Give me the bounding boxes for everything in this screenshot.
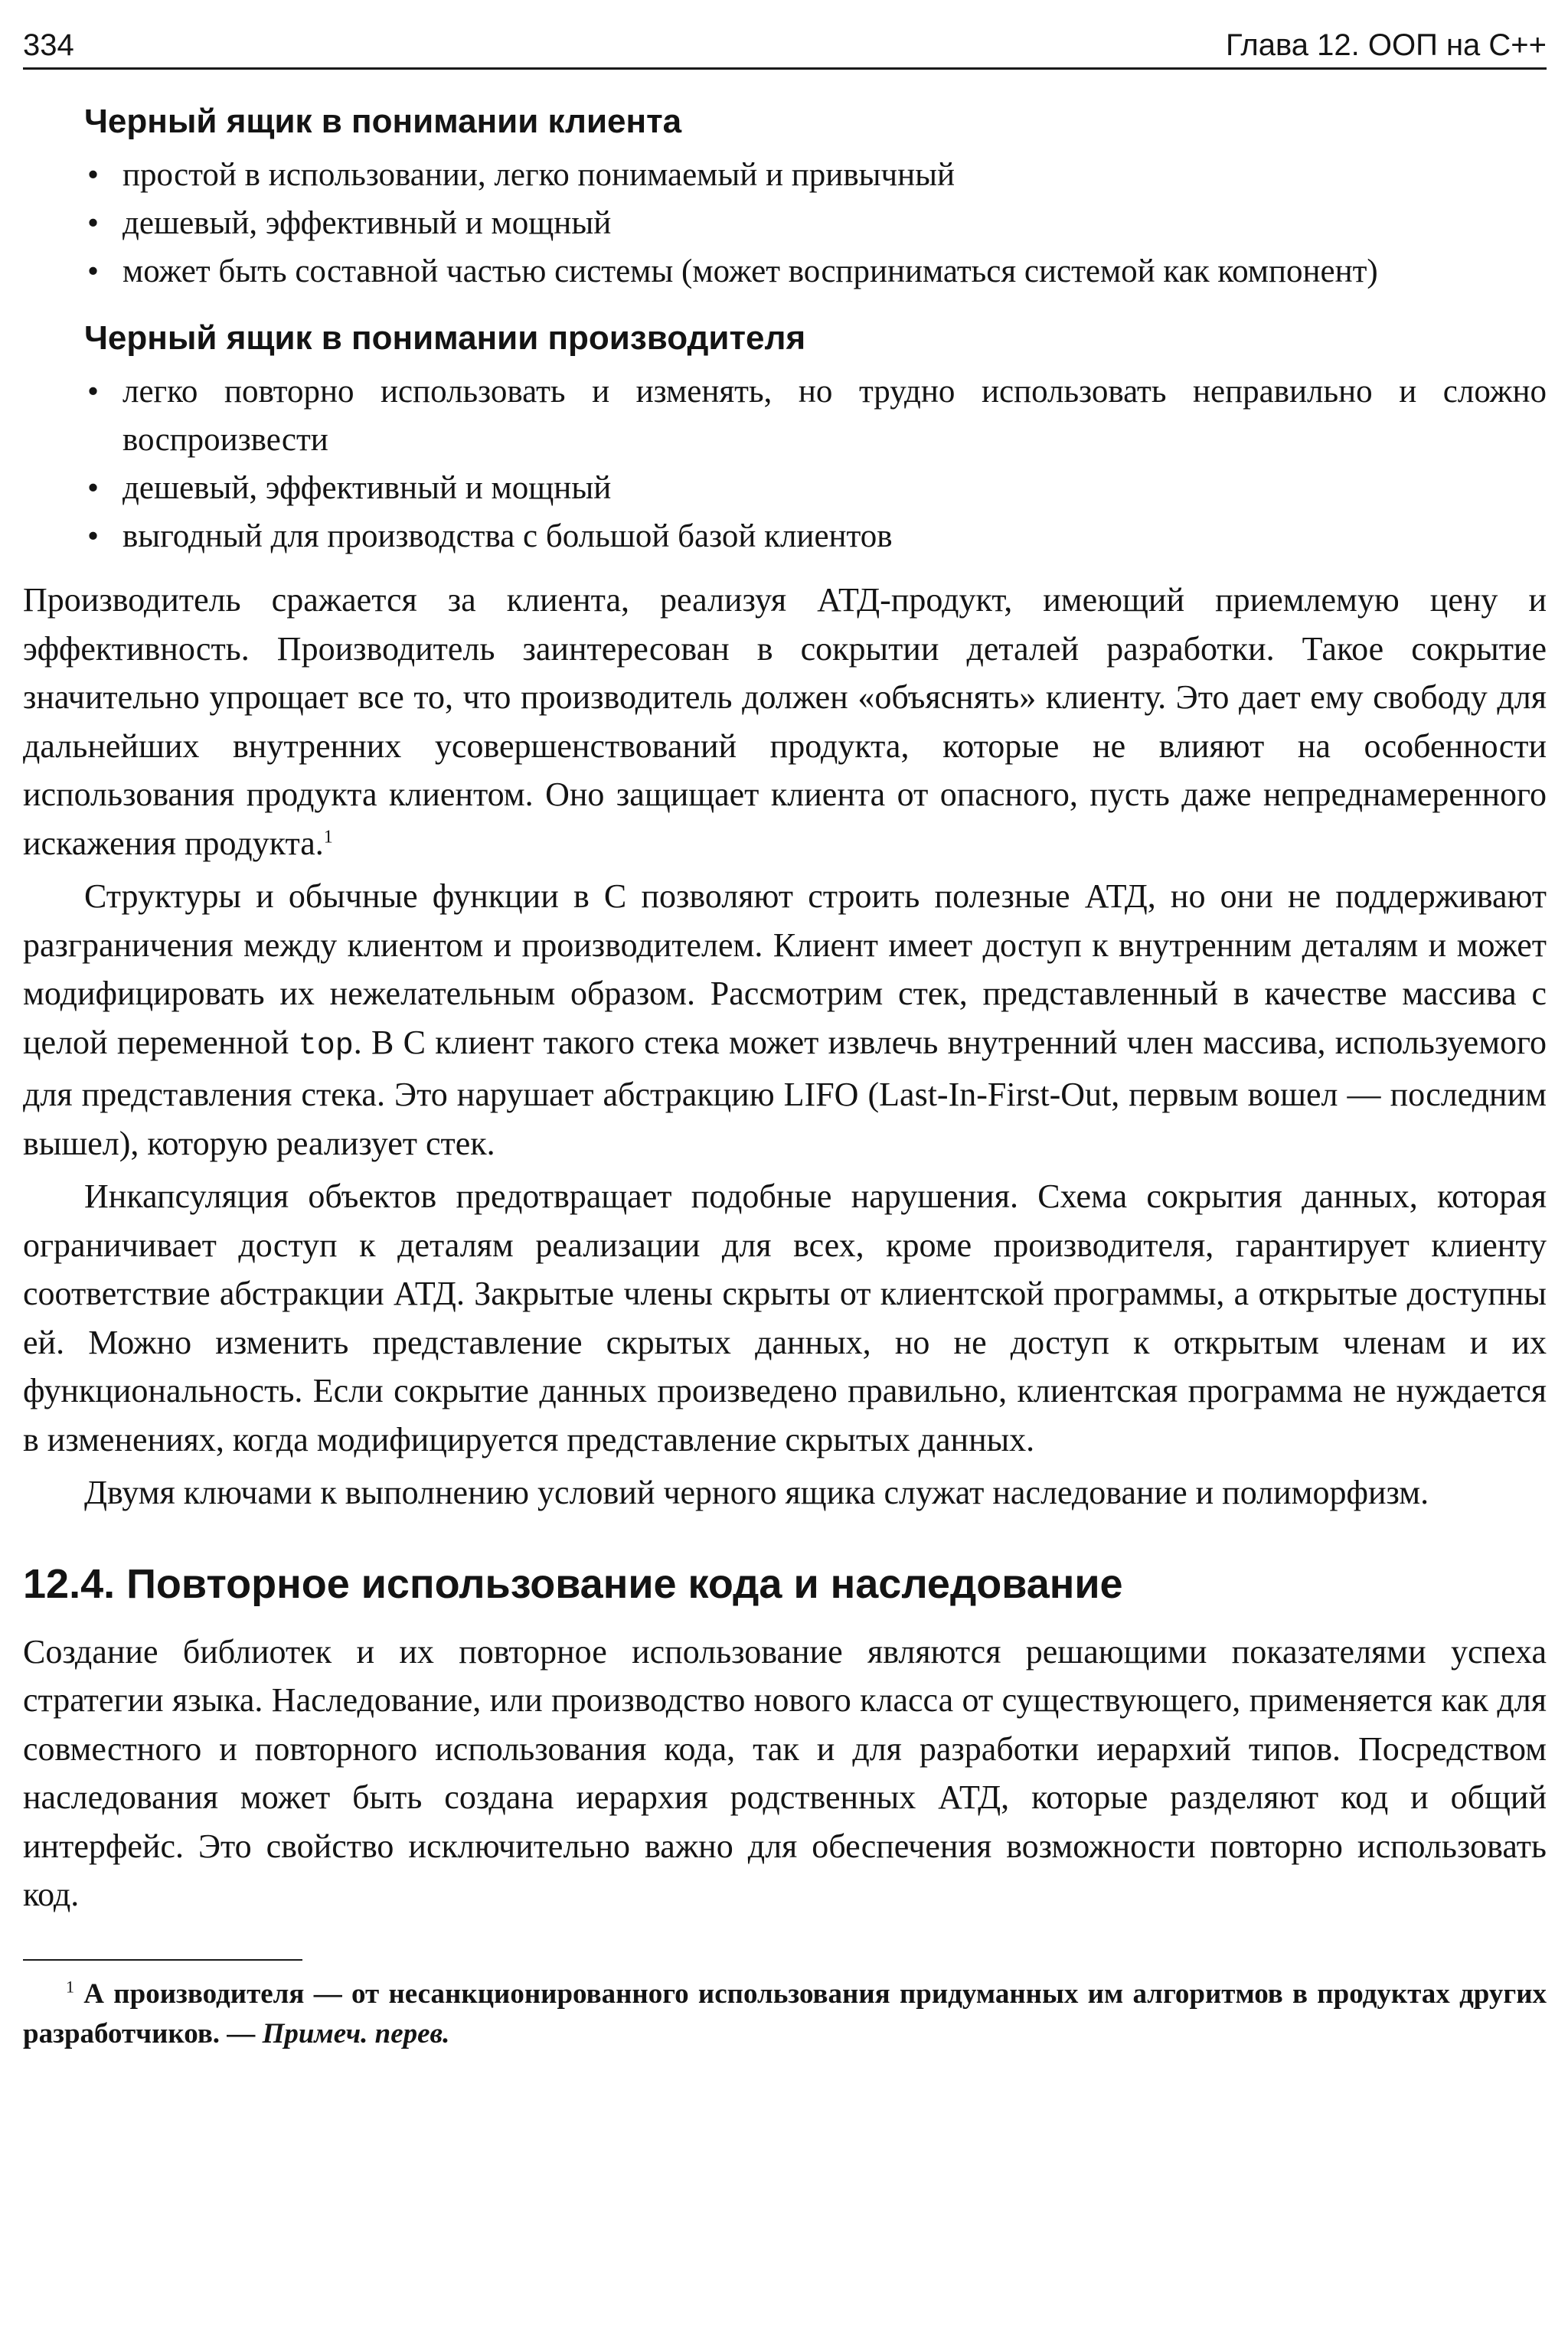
footnote-divider: [23, 1959, 302, 1961]
book-page: [23, 28, 1547, 2054]
bullet-icon: •: [87, 518, 100, 554]
chapter-title: Глава 12. ООП на C++: [1225, 28, 1547, 62]
list-item: • дешевый, эффективный и мощный: [84, 464, 1547, 512]
translator-note: Примеч. перев.: [262, 2017, 450, 2049]
bullet-icon: •: [87, 205, 100, 241]
footnote: $^1$ А производителя — от несанкционированного использования придуманных им алгоритмов в продуктах других разработчиков. — Примеч. перев.: [23, 1977, 1547, 2049]
footnote-mark: 1: [66, 1977, 74, 1997]
paragraph-producer-fights: Производитель сражается за клиента, реализуя АТД-продукт, имеющий приемлемую цену и эффективность. Производитель заинтересован в сокрытии деталей разработки. Такое сокрытие значительно упрощает все то, что производитель должен «объяснять» клиенту. Это дает ему свободу для дальнейших внутренних усовершенствований продукта, которые не влияют на особенности использования продукта клиентом. Оно защищает клиента от опасного, пусть даже непреднамеренного искажения продукта.$^1$: [23, 581, 1547, 862]
bullet-icon: •: [87, 374, 100, 410]
producer-blackbox-list: [23, 367, 1547, 560]
paragraph-two-keys: Двумя ключами к выполнению условий черного ящика служат наследование и полиморфизм.: [84, 1474, 1429, 1511]
bullet-icon: •: [87, 157, 100, 193]
page-number: 334: [23, 28, 74, 62]
section-heading: 12.4. Повторное использование кода и наследование: [23, 1560, 1123, 1607]
bullet-icon: •: [87, 253, 100, 289]
list-item: • легко повторно использовать и изменять, но трудно использовать неправильно и сложно воспроизвести: [84, 367, 1547, 464]
list-item: • дешевый, эффективный и мощный: [84, 199, 1547, 247]
footnote-reference: 1: [323, 826, 333, 847]
client-blackbox-heading: Черный ящик в понимании клиента: [84, 103, 682, 140]
producer-blackbox-heading: Черный ящик в понимании производителя: [84, 319, 806, 357]
paragraph-encapsulation: Инкапсуляция объектов предотвращает подобные нарушения. Схема сокрытия данных, которая ограничивает доступ к деталям реализации для всех, кроме производителя, гарантирует клиенту соответствие абстракции АТД. Закрытые члены скрыты от клиентской программы, а открытые доступны ей. Можно изменить представление скрытых данных, но не доступ к открытым членам и их функциональность. Если сокрытие данных произведено правильно, клиентская программа не нуждается в изменениях, когда модифицируется представление скрытых данных.: [23, 1177, 1547, 1458]
client-blackbox-list: [23, 151, 1547, 296]
list-item: • может быть составной частью системы (может восприниматься системой как компонент): [84, 247, 1547, 296]
paragraph-structures: Структуры и обычные функции в C позволяют строить полезные АТД, но они не поддерживают разграничения между клиентом и производителем. Клиент имеет доступ к внутренним деталям и может модифицировать их нежелательным образом. Рассмотрим стек, представленный в качестве массива с целой переменной top. В C клиент такого стека может извлечь внутренний член массива, используемого для представления стека. Это нарушает абстракцию LIFO (Last-In-First-Out, первым вошел — последним вышел), которую реализует стек.: [23, 877, 1547, 1162]
code-identifier: top: [298, 1028, 354, 1063]
paragraph-section-body: Создание библиотек и их повторное использование являются решающими показателями успеха стратегии языка. Наследование, или производство нового класса от существующего, применяется как для совместного и повторного использования кода, так и для разработки иерархий типов. Посредством наследования может быть создана иерархия родственных АТД, которые разделяют код и общий интерфейс. Это свойство исключительно важно для обеспечения возможности повторно использовать код.: [23, 1632, 1547, 1913]
running-header: [23, 28, 1547, 70]
bullet-icon: •: [87, 470, 100, 506]
list-item: • выгодный для производства с большой базой клиентов: [84, 512, 1547, 560]
list-item: • простой в использовании, легко понимаемый и привычный: [84, 151, 1547, 199]
